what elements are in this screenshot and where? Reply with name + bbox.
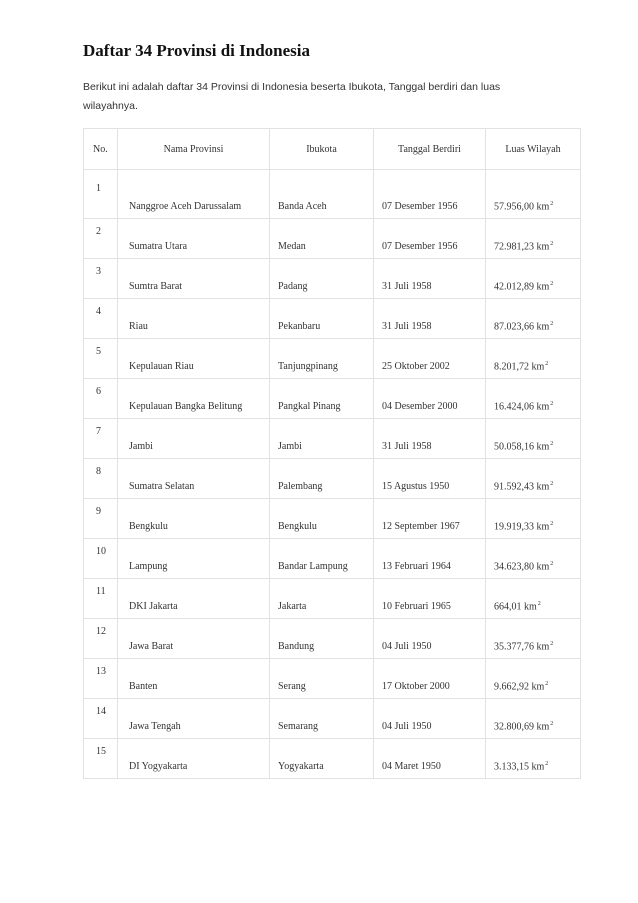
cell-tanggal-text: 17 Oktober 2000 — [382, 681, 450, 692]
cell-ibukota — [270, 579, 374, 619]
cell-provinsi-text: Nanggroe Aceh Darussalam — [129, 201, 242, 212]
cell-no — [84, 659, 118, 699]
cell-tanggal-text: 07 Desember 1956 — [382, 201, 458, 212]
cell-provinsi — [118, 219, 270, 259]
cell-tanggal — [374, 659, 486, 699]
header-nama-provinsi: Nama Provinsi — [118, 129, 270, 170]
cell-no — [84, 739, 118, 779]
cell-ibukota-text: Pangkal Pinang — [278, 401, 341, 412]
cell-luas — [486, 299, 581, 339]
cell-ibukota-text: Yogyakarta — [278, 761, 324, 772]
cell-provinsi-text: Jambi — [129, 441, 153, 452]
cell-no-text: 1 — [96, 183, 101, 194]
cell-provinsi-text: Lampung — [129, 561, 168, 572]
table-row — [84, 739, 581, 779]
cell-ibukota-text: Bandar Lampung — [278, 561, 348, 572]
cell-no-text: 4 — [96, 306, 101, 317]
cell-luas-text: 57.956,00 km — [494, 201, 550, 212]
cell-no — [84, 419, 118, 459]
cell-no — [84, 219, 118, 259]
unit-superscript: 2 — [550, 200, 554, 207]
cell-provinsi — [118, 539, 270, 579]
header-no: No. — [84, 129, 118, 170]
cell-no — [84, 170, 118, 219]
cell-no — [84, 339, 118, 379]
cell-ibukota — [270, 259, 374, 299]
cell-luas — [486, 419, 581, 459]
cell-tanggal — [374, 459, 486, 499]
cell-tanggal — [374, 699, 486, 739]
cell-ibukota-text: Jakarta — [278, 601, 307, 612]
cell-ibukota — [270, 459, 374, 499]
unit-superscript: 2 — [550, 640, 554, 647]
header-ibukota: Ibukota — [270, 129, 374, 170]
cell-tanggal — [374, 339, 486, 379]
cell-provinsi — [118, 699, 270, 739]
cell-provinsi-text: Jawa Tengah — [129, 721, 181, 732]
cell-tanggal — [374, 619, 486, 659]
cell-provinsi-text: Kepulauan Riau — [129, 361, 194, 372]
unit-superscript: 2 — [550, 520, 554, 527]
cell-no — [84, 459, 118, 499]
cell-luas-text: 16.424,06 km — [494, 401, 550, 412]
cell-luas — [486, 170, 581, 219]
cell-tanggal-text: 31 Juli 1958 — [382, 321, 432, 332]
table-row — [84, 259, 581, 299]
cell-ibukota-text: Palembang — [278, 481, 323, 492]
cell-ibukota — [270, 339, 374, 379]
cell-tanggal — [374, 579, 486, 619]
cell-luas-text: 32.800,69 km — [494, 721, 550, 732]
unit-superscript: 2 — [550, 400, 554, 407]
unit-superscript: 2 — [545, 680, 549, 687]
unit-superscript: 2 — [550, 320, 554, 327]
cell-ibukota — [270, 739, 374, 779]
cell-luas-text: 34.623,80 km — [494, 561, 550, 572]
cell-ibukota — [270, 619, 374, 659]
cell-ibukota-text: Padang — [278, 281, 308, 292]
cell-no — [84, 699, 118, 739]
province-table — [83, 128, 581, 779]
cell-provinsi — [118, 299, 270, 339]
unit-superscript: 2 — [550, 560, 554, 567]
cell-provinsi-text: Riau — [129, 321, 148, 332]
cell-luas — [486, 379, 581, 419]
cell-no — [84, 539, 118, 579]
unit-superscript: 2 — [550, 240, 554, 247]
unit-superscript: 2 — [550, 280, 554, 287]
cell-ibukota-text: Jambi — [278, 441, 302, 452]
cell-luas — [486, 579, 581, 619]
table-row — [84, 379, 581, 419]
cell-provinsi — [118, 379, 270, 419]
cell-ibukota-text: Bengkulu — [278, 521, 317, 532]
page-title: Daftar 34 Provinsi di Indonesia — [83, 41, 311, 60]
unit-superscript: 2 — [550, 720, 554, 727]
cell-tanggal — [374, 219, 486, 259]
table-row — [84, 659, 581, 699]
cell-luas — [486, 659, 581, 699]
cell-tanggal-text: 15 Agustus 1950 — [382, 481, 450, 492]
cell-luas-text: 19.919,33 km — [494, 521, 550, 532]
cell-ibukota-text: Tanjungpinang — [278, 361, 338, 372]
cell-provinsi — [118, 579, 270, 619]
cell-no — [84, 379, 118, 419]
cell-provinsi-text: DKI Jakarta — [129, 601, 178, 612]
cell-tanggal-text: 04 Maret 1950 — [382, 761, 441, 772]
table-row — [84, 579, 581, 619]
cell-ibukota-text: Banda Aceh — [278, 201, 327, 212]
cell-ibukota-text: Semarang — [278, 721, 318, 732]
cell-ibukota — [270, 499, 374, 539]
cell-luas — [486, 339, 581, 379]
cell-no — [84, 259, 118, 299]
unit-superscript: 2 — [545, 360, 549, 367]
cell-provinsi — [118, 659, 270, 699]
cell-luas-text: 72.981,23 km — [494, 241, 550, 252]
cell-luas — [486, 259, 581, 299]
cell-no — [84, 499, 118, 539]
cell-tanggal — [374, 299, 486, 339]
table-body — [84, 170, 581, 779]
cell-ibukota — [270, 299, 374, 339]
cell-provinsi — [118, 259, 270, 299]
cell-luas-text: 9.662,92 km — [494, 681, 545, 692]
unit-superscript: 2 — [550, 480, 554, 487]
table-row — [84, 539, 581, 579]
cell-ibukota — [270, 170, 374, 219]
cell-no-text: 10 — [96, 546, 106, 557]
cell-ibukota-text: Medan — [278, 241, 306, 252]
cell-provinsi — [118, 499, 270, 539]
cell-luas-text: 50.058,16 km — [494, 441, 550, 452]
cell-provinsi — [118, 739, 270, 779]
cell-tanggal-text: 10 Februari 1965 — [382, 601, 451, 612]
cell-no-text: 13 — [96, 666, 106, 677]
cell-tanggal — [374, 499, 486, 539]
cell-provinsi — [118, 619, 270, 659]
cell-ibukota — [270, 419, 374, 459]
cell-ibukota — [270, 379, 374, 419]
table-row — [84, 459, 581, 499]
cell-ibukota-text: Pekanbaru — [278, 321, 321, 332]
cell-no — [84, 619, 118, 659]
table-header-row — [84, 129, 581, 170]
cell-provinsi — [118, 459, 270, 499]
cell-ibukota-text: Bandung — [278, 641, 315, 652]
cell-provinsi-text: DI Yogyakarta — [129, 761, 188, 772]
cell-ibukota — [270, 699, 374, 739]
cell-ibukota — [270, 219, 374, 259]
cell-luas-text: 87.023,66 km — [494, 321, 550, 332]
cell-no — [84, 299, 118, 339]
cell-tanggal-text: 04 Juli 1950 — [382, 641, 432, 652]
cell-tanggal-text: 04 Desember 2000 — [382, 401, 458, 412]
table-row — [84, 699, 581, 739]
cell-luas — [486, 699, 581, 739]
header-luas-wilayah: Luas Wilayah — [486, 129, 581, 170]
cell-provinsi-text: Sumatra Utara — [129, 241, 188, 252]
cell-luas-text: 8.201,72 km — [494, 361, 545, 372]
cell-tanggal-text: 31 Juli 1958 — [382, 281, 432, 292]
document-page — [83, 40, 583, 779]
intro-paragraph: Berikut ini adalah daftar 34 Provinsi di Indonesia beserta Ibukota, Tanggal berdiri dan luas wilayahnya. — [83, 81, 501, 112]
cell-tanggal-text: 31 Juli 1958 — [382, 441, 432, 452]
cell-luas — [486, 539, 581, 579]
cell-luas — [486, 739, 581, 779]
cell-luas-text: 42.012,89 km — [494, 281, 550, 292]
table-row — [84, 619, 581, 659]
unit-superscript: 2 — [550, 440, 554, 447]
table-row — [84, 499, 581, 539]
cell-tanggal — [374, 379, 486, 419]
cell-provinsi-text: Jawa Barat — [129, 641, 174, 652]
cell-tanggal-text: 04 Juli 1950 — [382, 721, 432, 732]
cell-luas-text: 35.377,76 km — [494, 641, 550, 652]
cell-luas-text: 91.592,43 km — [494, 481, 550, 492]
cell-luas — [486, 499, 581, 539]
cell-luas-text: 3.133,15 km — [494, 761, 545, 772]
cell-no-text: 9 — [96, 506, 101, 517]
table-row — [84, 299, 581, 339]
unit-superscript: 2 — [537, 600, 541, 607]
table-row — [84, 419, 581, 459]
cell-luas — [486, 219, 581, 259]
cell-no-text: 2 — [96, 226, 101, 237]
cell-provinsi-text: Bengkulu — [129, 521, 168, 532]
cell-provinsi — [118, 339, 270, 379]
table-row — [84, 219, 581, 259]
cell-tanggal-text: 12 September 1967 — [382, 521, 460, 532]
cell-no — [84, 579, 118, 619]
cell-no-text: 3 — [96, 266, 101, 277]
table-row — [84, 339, 581, 379]
cell-provinsi-text: Kepulauan Bangka Belitung — [129, 401, 243, 412]
cell-tanggal — [374, 259, 486, 299]
cell-no-text: 8 — [96, 466, 101, 477]
cell-no-text: 14 — [96, 706, 106, 717]
cell-provinsi-text: Banten — [129, 681, 158, 692]
cell-luas-text: 664,01 km — [494, 601, 537, 612]
cell-tanggal-text: 25 Oktober 2002 — [382, 361, 450, 372]
unit-superscript: 2 — [545, 760, 549, 767]
cell-provinsi — [118, 170, 270, 219]
cell-no-text: 7 — [96, 426, 101, 437]
cell-tanggal-text: 13 Februari 1964 — [382, 561, 451, 572]
cell-no-text: 6 — [96, 386, 101, 397]
cell-provinsi — [118, 419, 270, 459]
cell-ibukota — [270, 539, 374, 579]
table-row — [84, 170, 581, 219]
cell-provinsi-text: Sumtra Barat — [129, 281, 183, 292]
cell-provinsi-text: Sumatra Selatan — [129, 481, 195, 492]
cell-tanggal-text: 07 Desember 1956 — [382, 241, 458, 252]
cell-no-text: 11 — [96, 586, 106, 597]
header-tanggal-berdiri: Tanggal Berdiri — [374, 129, 486, 170]
cell-tanggal — [374, 419, 486, 459]
cell-no-text: 15 — [96, 746, 106, 757]
cell-luas — [486, 459, 581, 499]
cell-ibukota — [270, 659, 374, 699]
cell-tanggal — [374, 739, 486, 779]
cell-luas — [486, 619, 581, 659]
cell-no-text: 12 — [96, 626, 106, 637]
cell-tanggal — [374, 170, 486, 219]
cell-tanggal — [374, 539, 486, 579]
cell-ibukota-text: Serang — [278, 681, 306, 692]
cell-no-text: 5 — [96, 346, 101, 357]
